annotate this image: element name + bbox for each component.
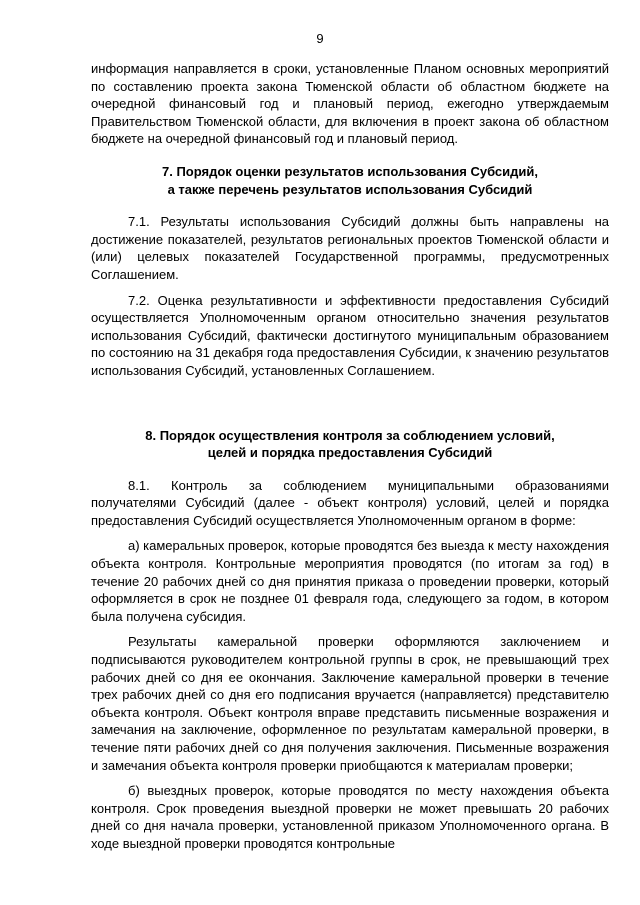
paragraph-7-1: 7.1. Результаты использования Субсидий должны быть направлены на достижение показателей, результатов региональных проектов Тюменской области и (или) целевых показателей Государственной программы, предусмотренных Соглашением. (91, 214, 609, 282)
intro-paragraph: информация направляется в сроки, установленные Планом основных мероприятий по составлению проекта закона Тюменской области об областном бюджете на очередной финансовый год и плановый период, ежегодно утверждаемым Правительством Тюменской области, для включения в проект закона об областном бюджете на очередной финансовый год и плановый период. (91, 61, 609, 147)
section-7-heading-line-1: 7. Порядок оценки результатов использования Субсидий, (162, 163, 538, 179)
paragraph-8-1-b: б) выездных проверок, которые проводятся по месту нахождения объекта контроля. Срок проведения выездной проверки не может превышать 20 рабочих дней со дня начала проверки, установленной приказом Уполномоченного органа. В ходе выездной проверки проводятся контрольные (91, 783, 609, 851)
section-7-heading-line-2: а также перечень результатов использования Субсидий (167, 181, 533, 197)
paragraph-8-1-a: а) камеральных проверок, которые проводятся без выезда к месту нахождения объекта контроля. Контрольные мероприятия проводятся (по итогам за год) в течение 20 рабочих дней со дня принятия приказа о проведении проверки, который оформляется в срок не позднее 01 февраля года, следующего за годом, в котором была получена субсидия. (91, 538, 610, 624)
section-8-heading-line-1: 8. Порядок осуществления контроля за соблюдением условий, (145, 427, 555, 443)
paragraph-camera-results: Результаты камеральной проверки оформляются заключением и подписываются руководителем контрольной группы в срок, не превышающий трех рабочих дней со дня ее окончания. Заключение камеральной проверки в течение трех рабочих дней со дня его подписания вручается (направляется) представителю объекта контроля. Объект контроля вправе представить письменные возражения и замечания на заключение, оформленное по результатам камеральной проверки, в течение пяти рабочих дней со дня получения заключения. Письменные возражения и замечания объекта контроля проверки приобщаются к материалам проверки; (91, 634, 609, 773)
paragraph-8-1: 8.1. Контроль за соблюдением муниципальными образованиями получателями Субсидий (далее - объект контроля) условий, целей и порядка предоставления Субсидий осуществляется Уполномоченным органом в форме: (91, 477, 609, 528)
section-8-heading (91, 427, 609, 462)
section-8-heading-line-2: целей и порядка предоставления Субсидий (207, 445, 493, 461)
paragraph-7-2: 7.2. Оценка результативности и эффективности предоставления Субсидий осуществляется Уполномоченным органом относительно значения результатов использования Субсидий, фактически достигнутого муниципальным образованием по состоянию на 31 декабря года предоставления Субсидии, к значению результатов использования Субсидий, установленных Соглашением. (91, 292, 609, 378)
page-number: 9 (316, 31, 324, 46)
document-body (91, 60, 609, 853)
section-7-heading (91, 163, 609, 198)
